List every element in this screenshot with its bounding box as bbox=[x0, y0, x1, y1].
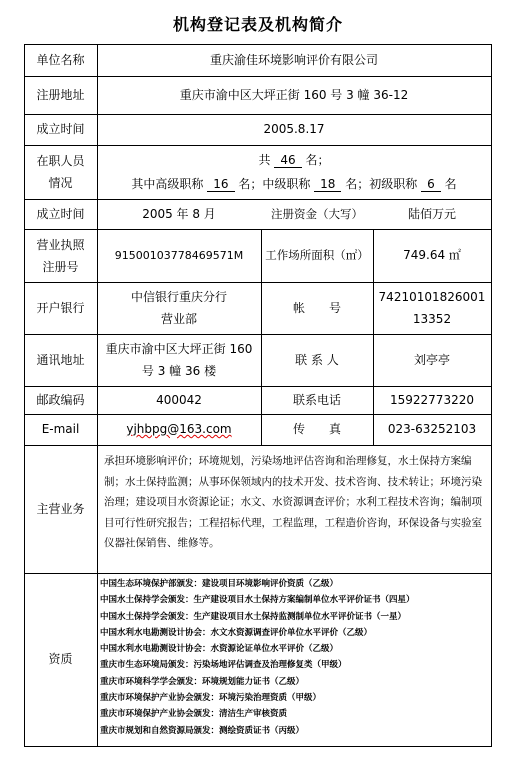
founded2-value: 2005 年 8 月 bbox=[142, 206, 216, 221]
qualification-item: 重庆市环境保护产业协会颁发：环境污染治理资质（甲级） bbox=[100, 693, 322, 704]
qualification-list bbox=[100, 576, 490, 739]
staff-value bbox=[97, 145, 491, 199]
email-label: E-mail bbox=[41, 422, 80, 436]
contact-value: 刘亭亭 bbox=[413, 352, 450, 367]
capital-label: 注册资金（大写） bbox=[271, 206, 363, 221]
qualification-item: 重庆市规划和自然资源局颁发：测绘资质证书（丙级） bbox=[100, 725, 305, 736]
account-label: 帐 号 bbox=[292, 300, 341, 315]
bank-label: 开户银行 bbox=[36, 300, 85, 315]
staff-total: 46 bbox=[274, 153, 301, 168]
qualification-item: 中国水土保持学会颁发：生产建设项目水土保持方案编制单位水平评价证书（四星） bbox=[100, 595, 415, 606]
founded2-label: 成立时间 bbox=[36, 206, 85, 221]
phone-label: 联系电话 bbox=[292, 392, 341, 407]
business-text: 承担环境影响评价；环境规划，污染场地评估咨询和治理修复，水土保持方案编制；水土保持监测；从事环保领域内的技术开发、技术咨询、技术转让；环境污染治理；建设项目水资源论证；水文、水资源调查评价；水利工程技术咨询；编制项目可行性研究报告；工程招标代理，工程监理，工程造价咨询，环保设备与实验室仪器社保销售、维修等。 bbox=[104, 455, 482, 549]
staff-breakdown-line bbox=[131, 172, 456, 196]
mail-addr-line1: 重庆市渝中区大坪正街 160 bbox=[105, 342, 253, 356]
area-label: 工作场所面积（㎡） bbox=[265, 248, 369, 262]
mail-addr-label: 通讯地址 bbox=[36, 352, 85, 367]
capital-value: 陆佰万元 bbox=[407, 206, 456, 221]
address-value: 重庆市渝中区大坪正街 160 号 3 幢 36-12 bbox=[179, 87, 409, 102]
founded-label: 成立时间 bbox=[36, 122, 85, 136]
qualification-item: 重庆市环境科学学会颁发：环境规划能力证书（乙级） bbox=[100, 676, 305, 687]
license-label-line1: 营业执照 bbox=[36, 237, 85, 252]
email-value[interactable] bbox=[97, 414, 261, 445]
staff-label-line1: 在职人员 bbox=[36, 154, 85, 168]
qualification-item: 中国生态环境保护部颁发：建设项目环境影响评价资质（乙级） bbox=[100, 579, 339, 589]
qualification-item: 中国水土保持学会颁发：生产建设项目水土保持监测制单位水平评价证书（一星） bbox=[100, 611, 407, 622]
phone-value: 15922773220 bbox=[390, 392, 474, 407]
staff-total-line bbox=[259, 148, 330, 172]
staff-total-suffix: 名； bbox=[305, 153, 330, 167]
area-value: 749.64 ㎡ bbox=[403, 248, 461, 262]
license-label bbox=[24, 229, 97, 282]
account-line1: 74210101826001 bbox=[378, 290, 486, 304]
qualification-item: 重庆市生态环境局颁发：污染场地评估调查及治理修复类（甲级） bbox=[100, 660, 347, 671]
staff-middle-suffix: 名；初级职称 bbox=[345, 177, 418, 191]
mail-addr-value bbox=[97, 334, 261, 386]
staff-senior-suffix: 名；中级职称 bbox=[238, 177, 311, 191]
postcode-label: 邮政编码 bbox=[36, 392, 85, 407]
bank-value bbox=[97, 282, 261, 334]
staff-senior-prefix: 其中高级职称 bbox=[131, 177, 204, 191]
mail-addr-line2: 号 3 幢 36 楼 bbox=[141, 364, 217, 378]
bank-value-line2: 营业部 bbox=[160, 312, 197, 326]
staff-junior: 6 bbox=[421, 177, 441, 192]
fax-value: 023-63252103 bbox=[387, 422, 477, 436]
business-label: 主营业务 bbox=[36, 501, 85, 516]
qualification-item: 重庆市环境保护产业协会颁发：清洁生产审核资质 bbox=[100, 709, 288, 720]
bank-value-line1: 中信银行重庆分行 bbox=[130, 290, 227, 304]
postcode-value: 400042 bbox=[156, 392, 202, 407]
qualification-label: 资质 bbox=[48, 652, 73, 666]
founded-value: 2005.8.17 bbox=[263, 122, 325, 136]
account-value bbox=[373, 282, 491, 334]
address-label: 注册地址 bbox=[36, 87, 85, 102]
staff-middle: 18 bbox=[314, 177, 341, 192]
staff-senior: 16 bbox=[207, 177, 234, 192]
staff-label-line2: 情况 bbox=[48, 176, 73, 190]
contact-label: 联 系 人 bbox=[295, 352, 339, 367]
org-name-label: 单位名称 bbox=[36, 52, 85, 67]
email-link[interactable]: yjhbpg@163.com bbox=[126, 422, 232, 436]
fax-label: 传 真 bbox=[292, 422, 341, 436]
license-value: 91500103778469571M bbox=[114, 249, 244, 262]
org-name-value: 重庆渝佳环境影响评价有限公司 bbox=[209, 52, 378, 67]
qualification-item: 中国水利水电勘测设计协会：水文水资源调查评价单位水平评价（乙级） bbox=[100, 627, 373, 638]
license-label-line2: 注册号 bbox=[42, 259, 79, 274]
staff-total-prefix: 共 bbox=[258, 153, 271, 167]
staff-label bbox=[24, 145, 97, 199]
staff-junior-suffix: 名 bbox=[444, 177, 457, 191]
qualification-item: 中国水利水电勘测设计协会：水资源论证单位水平评价（乙级） bbox=[100, 644, 339, 655]
account-line2: 13352 bbox=[412, 312, 452, 326]
page-title: 机构登记表及机构简介 bbox=[172, 15, 343, 34]
registration-table bbox=[24, 44, 492, 747]
